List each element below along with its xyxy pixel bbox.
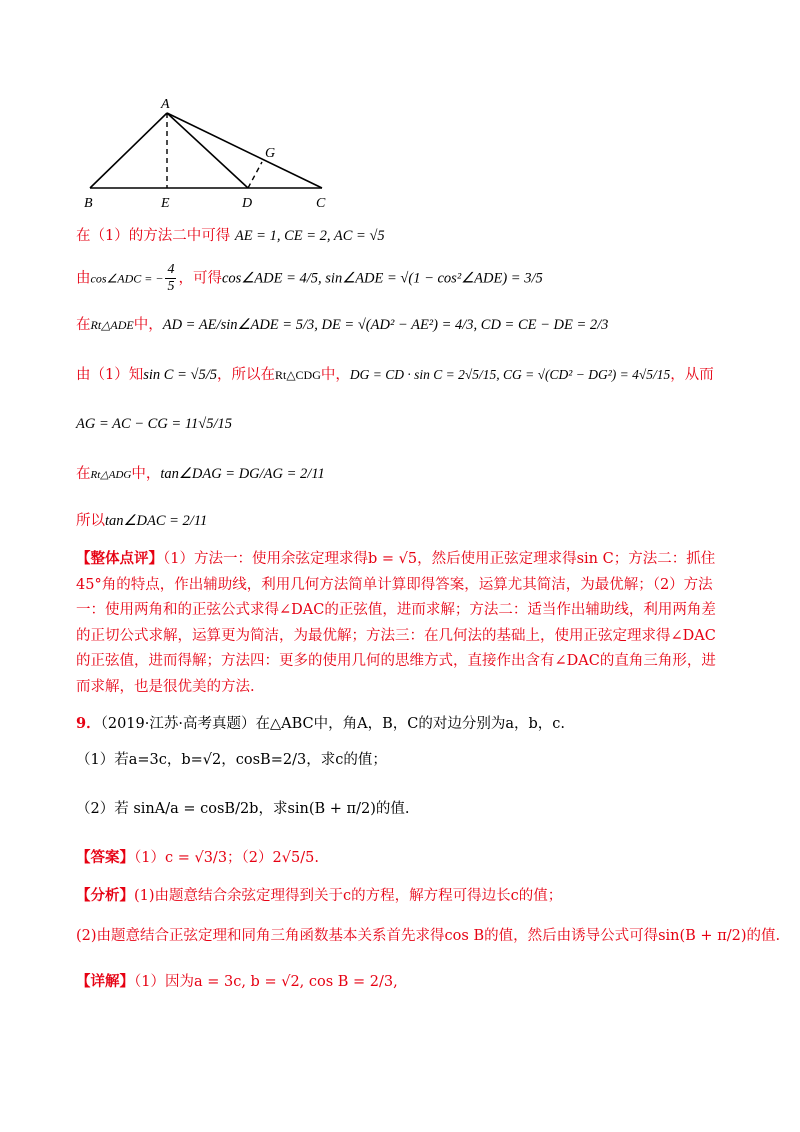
- line3-triangle: Rt△ADE: [90, 318, 134, 332]
- segment-ad: [167, 113, 248, 188]
- segment-ac: [167, 113, 322, 188]
- problem-source: （2019·江苏·高考真题）: [100, 716, 256, 732]
- line3-prefix: 在: [76, 317, 91, 333]
- solution-line-5: [76, 412, 724, 436]
- line6-math: tan∠DAG = DG/AG = 2/11: [160, 466, 325, 482]
- analysis-text-1: (1)由题意结合余弦定理得到关于c的方程，解方程可得边长c的值；: [134, 888, 563, 904]
- segment-dg: [248, 162, 262, 188]
- line5-math: AG = AC − CG = 11√5/15: [76, 416, 233, 432]
- line4-sinc: sin C = √5/5: [143, 367, 217, 383]
- segment-ab: [90, 113, 167, 188]
- problem-9-part-1: [76, 748, 724, 772]
- line6-mid: 中，: [131, 466, 161, 482]
- comment-tag: 【整体点评】: [76, 550, 163, 567]
- solution-line-6: [76, 462, 724, 487]
- answer-line: [76, 846, 724, 870]
- problem-9-part-2: [76, 797, 724, 821]
- line3-math: AD = AE/sin∠ADE = 5/3, DE = √(AD² − AE²) = 4/3, CD = CE − DE = 2/3: [162, 317, 609, 333]
- solution-line-2: [76, 262, 724, 295]
- part2-text: （2）若 sinA/a = cosB/2b，求sin(B + π/2)的值.: [76, 801, 410, 817]
- detail-line: [76, 970, 724, 994]
- analysis-tag: 【分析】: [76, 887, 134, 904]
- triangle-figure: [0, 0, 800, 215]
- line6-prefix: 在: [76, 466, 91, 482]
- problem-stem: 在△ABC中，角A，B，C的对边分别为a，b，c.: [255, 716, 565, 732]
- line4-prefix: 由（1）知: [76, 367, 144, 383]
- analysis-line-2: [76, 924, 781, 948]
- problem-9-header: [76, 712, 724, 736]
- line7-math: tan∠DAC = 2/11: [105, 513, 208, 529]
- line4-math: DG = CD · sin C = 2√5/15, CG = √(CD² − DG²) = 4√5/15: [349, 367, 671, 382]
- label-a: A: [161, 97, 170, 112]
- solution-line-7: [76, 509, 724, 533]
- line2-mid: ，可得: [178, 270, 222, 287]
- line3-mid: 中，: [133, 317, 163, 333]
- label-e: E: [161, 196, 170, 211]
- line2-cos-adc: cos∠ADC = −: [90, 271, 164, 286]
- line6-triangle: Rt△ADG: [90, 469, 132, 481]
- line4-mid2: 中，: [320, 367, 350, 383]
- label-g: G: [265, 146, 276, 161]
- line2-prefix: 由: [76, 270, 91, 287]
- line7-prefix: 所以: [76, 513, 105, 529]
- analysis-text-2: (2)由题意结合正弦定理和同角三角函数基本关系首先求得cos B的值，然后由诱导公式可得sin(B + π/2)的值.: [76, 928, 781, 944]
- detail-text: （1）因为a = 3c, b = √2, cos B = 2/3,: [134, 974, 398, 990]
- comment-text: （1）方法一：使用余弦定理求得b = √5，然后使用正弦定理求得sin C；方法二：抓住45°角的特点，作出辅助线，利用几何方法简单计算即得答案，运算尤其简洁，为最优解；（2）方法一：使用两角和的正弦公式求得∠DAC的正弦值，进而求解；方法二：适当作出辅助线，利用两角差的正切公式求解，运算更为简洁，为最优解；方法三：在几何法的基础上，使用正弦定理求得∠DAC的正弦值，进而得解；方法四：更多的使用几何的思维方式，直接作出含有∠DAC的直角三角形，进而求解，也是很优美的方法.: [76, 551, 716, 695]
- label-d: D: [242, 196, 253, 211]
- overall-comment: [76, 546, 724, 700]
- line2-fraction: [165, 262, 176, 295]
- detail-tag: 【详解】: [76, 973, 134, 990]
- label-b: B: [84, 196, 93, 211]
- solution-line-4: [76, 363, 724, 387]
- line2-math: cos∠ADE = 4/5, sin∠ADE = √(1 − cos²∠ADE) = 3/5: [221, 270, 543, 287]
- line2-frac-den: 5: [167, 279, 175, 294]
- line1-text: 在（1）的方法二中可得: [76, 228, 231, 244]
- line4-triangle: Rt△CDG: [274, 368, 321, 382]
- label-c: C: [316, 196, 326, 211]
- answer-tag: 【答案】: [76, 849, 134, 866]
- line2-frac-num: 4: [167, 262, 175, 277]
- answer-text: （1）c = √3/3；（2）2√5/5.: [134, 850, 319, 866]
- line1-math: AE = 1, CE = 2, AC = √5: [234, 228, 385, 244]
- problem-number: 9．: [76, 715, 101, 732]
- analysis-line-1: [76, 884, 724, 908]
- line4-suffix: ，从而: [670, 367, 714, 383]
- solution-line-1: [76, 224, 724, 248]
- line4-mid: ，所以在: [216, 367, 275, 383]
- part1-text: （1）若a=3c，b=√2，cosB=2/3，求c的值；: [76, 752, 387, 768]
- solution-line-3: [76, 313, 724, 337]
